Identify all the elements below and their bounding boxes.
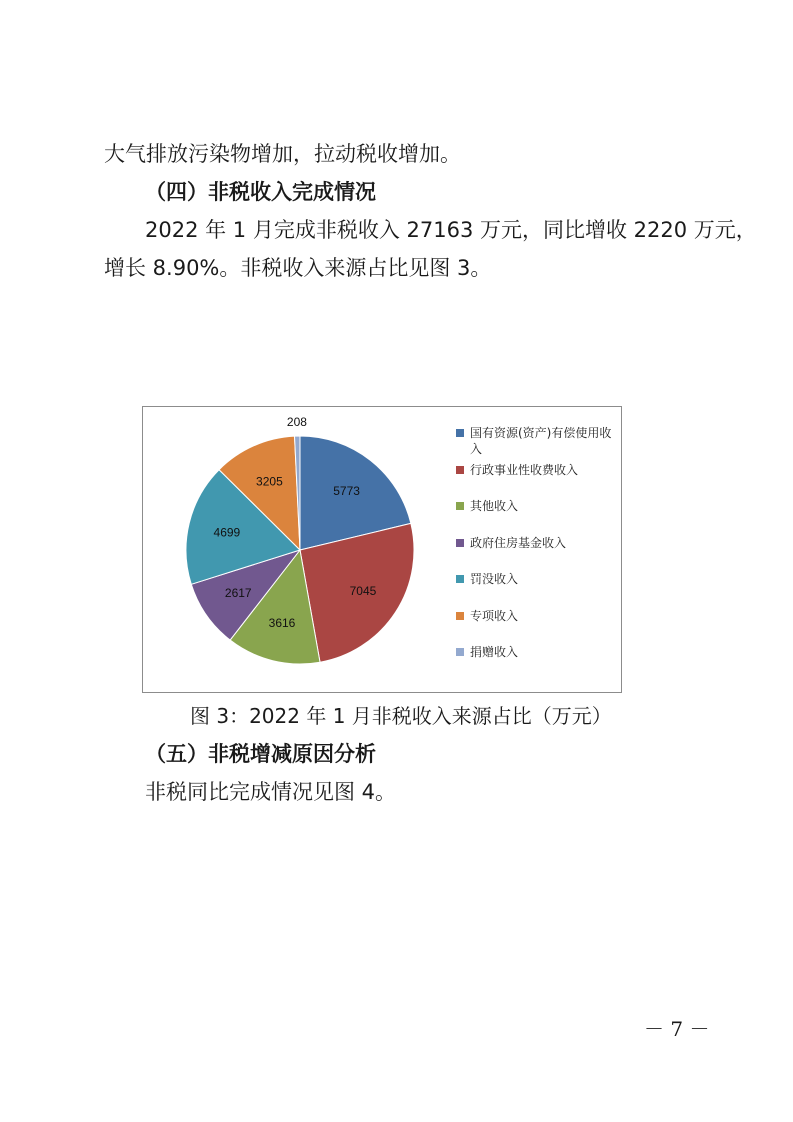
legend-item-3 xyxy=(456,498,621,535)
legend-item-4 xyxy=(456,535,621,572)
legend-label: 专项收入 xyxy=(470,608,519,623)
body-text-line-1: 大气排放污染物增加，拉动税收增加。 xyxy=(104,142,461,166)
section-heading-5: （五）非税增减原因分析 xyxy=(145,742,376,766)
legend-swatch xyxy=(456,612,464,620)
pie-data-label-3: 3616 xyxy=(268,616,296,631)
paragraph-2: 非税同比完成情况见图 4。 xyxy=(145,780,397,804)
legend-label: 罚没收入 xyxy=(470,572,519,586)
page-number: － 7 － xyxy=(644,1017,710,1041)
pie-data-label-7: 208 xyxy=(286,415,307,430)
pie-data-label-5: 4699 xyxy=(213,525,241,540)
pie-data-label-1: 5773 xyxy=(333,483,360,498)
pie-chart xyxy=(142,406,622,693)
legend-swatch xyxy=(456,429,464,437)
paragraph-1-line-2: 增长 8.90%。非税收入来源占比见图 3。 xyxy=(104,256,492,280)
pie-data-label-2: 7045 xyxy=(349,584,377,599)
legend-label: 行政事业性收费收入 xyxy=(470,462,579,477)
legend-swatch xyxy=(456,466,464,474)
pie-data-label-6: 3205 xyxy=(256,474,283,489)
figure-caption: 图 3：2022 年 1 月非税收入来源占比（万元） xyxy=(190,704,612,728)
legend-swatch xyxy=(456,502,464,510)
legend-item-2 xyxy=(456,462,621,499)
legend-swatch xyxy=(456,575,464,583)
paragraph-1-line-1: 2022 年 1 月完成非税收入 27163 万元，同比增收 2220 万元， xyxy=(145,218,757,242)
legend-label: 捐赠收入 xyxy=(470,645,519,659)
legend-item-7 xyxy=(456,644,621,681)
legend-swatch xyxy=(456,648,464,656)
legend-item-5 xyxy=(456,571,621,608)
legend-label: 国有资源(资产)有偿使用收入 xyxy=(470,426,612,456)
legend-swatch xyxy=(456,539,464,547)
section-heading-4: （四）非税收入完成情况 xyxy=(145,180,376,204)
pie-chart-plot xyxy=(143,407,443,692)
pie-data-label-4: 2617 xyxy=(224,585,252,600)
legend-label: 其他收入 xyxy=(470,499,519,513)
legend-label: 政府住房基金收入 xyxy=(470,535,567,550)
legend-item-6 xyxy=(456,608,621,645)
legend-item-1 xyxy=(456,425,621,462)
chart-legend xyxy=(456,425,621,681)
